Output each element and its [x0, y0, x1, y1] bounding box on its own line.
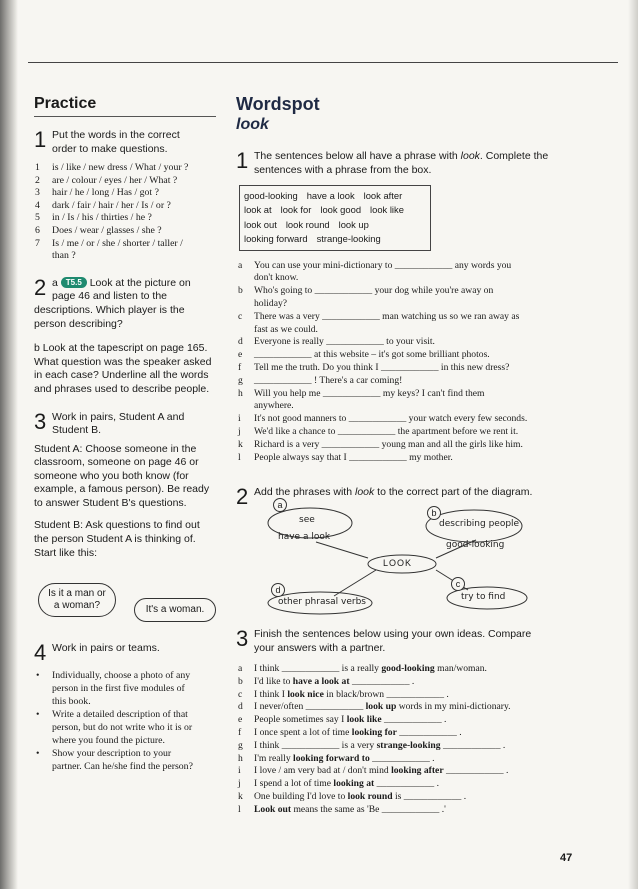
list-item: 4 dark / fair / hair / her / Is / or ?: [35, 199, 171, 211]
speech-bubble-answer: It's a woman.: [134, 598, 216, 622]
diagram-label-c: c: [451, 577, 465, 591]
box-row: good-looking have a look look after: [244, 190, 403, 201]
page-edge: [628, 0, 638, 889]
text-line: b Look at the tapescript on page 165.: [34, 342, 208, 355]
list-item: • Write a detailed description of that person, but do not write who it is or where you found the picture.: [34, 708, 218, 747]
list-item: a I think ____________ is a really good-looking man/woman.: [238, 663, 487, 674]
exercise-2b-text: [34, 342, 216, 396]
list-item: e People sometimes say I look like ____________ .: [238, 714, 447, 726]
student-a-text: [34, 443, 216, 511]
list-item: k Richard is a very ____________ young man and all the girls like him.: [238, 438, 523, 450]
list-item: l People always say that I ____________ my mother.: [238, 451, 453, 463]
instruction-line: order to make questions.: [52, 142, 168, 155]
text-line: classroom, someone on page 46 or: [34, 456, 199, 469]
diagram-d-item: other phrasal verbs: [278, 597, 367, 607]
list-item: g I think ____________ is a very strange-looking ____________ .: [238, 739, 506, 751]
text-line: person describing?: [34, 317, 123, 330]
text-line: What question was the speaker asked: [34, 355, 212, 368]
list-item: h Will you help me ____________ my keys? I can't find them anywhere.: [238, 387, 485, 412]
wordspot-heading: Wordspot: [236, 94, 320, 114]
text-line: to answer Student B's questions.: [34, 496, 187, 509]
exercise-instruction: Work in pairs or teams.: [52, 642, 160, 654]
page-number: 47: [560, 852, 573, 864]
list-item: g ____________ ! There's a car coming!: [238, 374, 403, 386]
wordspot-column: [236, 94, 568, 510]
practice-exercise-1: [34, 129, 216, 263]
list-item: 6 Does / wear / glasses / she ?: [35, 224, 162, 236]
diagram-a-item: see: [299, 515, 315, 525]
box-row: look out look round look up: [244, 218, 369, 230]
text-line: Start like this:: [34, 546, 98, 559]
diagram-a-item: have a look: [278, 532, 331, 542]
text-line: the person Student A is thinking of.: [34, 533, 196, 546]
list-item: e ____________ at this website – it's got some brilliant photos.: [238, 349, 490, 361]
text-line: someone who you both know (for: [34, 469, 189, 482]
diagram-center: LOOK: [383, 558, 413, 568]
list-item: d I never/often ____________ look up words in my mini-dictionary.: [238, 701, 511, 713]
exercise-number: 3: [34, 408, 47, 434]
exercise-instruction: Add the phrases with look to the correct part of the diagram.: [254, 486, 533, 499]
list-item: c There was a very ____________ man watching us so we ran away as fast as we could.: [238, 310, 520, 335]
top-rule: [28, 62, 618, 63]
list-item: j I spend a lot of time looking at ____________ .: [238, 778, 439, 790]
list-item: 3 hair / he / long / Has / got ?: [35, 187, 159, 199]
list-item: • Show your description to your partner. Can he/she find the person?: [34, 747, 218, 773]
diagram-label-d: d: [271, 583, 285, 597]
list-item: l Look out means the same as 'Be ____________ .': [238, 803, 446, 815]
practice-exercise-2: [34, 274, 216, 397]
list-item: d Everyone is really ____________ to your visit.: [238, 336, 435, 348]
text-line: Student B: Ask questions to find out: [34, 519, 200, 532]
book-spine-shadow: [0, 0, 18, 889]
audio-track-badge[interactable]: T5.5: [61, 277, 87, 288]
list-item: b I'd like to have a look at ____________ .: [238, 675, 415, 687]
question-list: [34, 162, 216, 263]
exercise-number: 1: [34, 127, 47, 152]
list-item: i I love / am very bad at / don't mind looking after ____________ .: [238, 765, 509, 777]
exercise-instruction: Finish the sentences below using your own ideas. Compare your answers with a partner.: [254, 628, 532, 654]
practice-exercise-4: [34, 642, 218, 773]
list-item: a You can use your mini-dictionary to ____________ any words you don't know.: [238, 259, 512, 284]
list-item: b Who's going to ____________ your dog while you're away on holiday?: [238, 285, 494, 310]
practice-exercise-3: [34, 408, 216, 561]
exercise-instruction: [34, 129, 216, 156]
exercise-number: 2: [34, 274, 47, 300]
exercise-number: 2: [236, 484, 249, 510]
list-item: f Tell me the truth. Do you think I ____________ in this new dress?: [238, 362, 510, 373]
list-item: 5 in / Is / his / thirties / he ?: [35, 212, 152, 224]
exercise-number: 3: [236, 626, 249, 651]
box-row: look at look for look good look like: [244, 204, 404, 216]
look-diagram: [256, 498, 556, 616]
diagram-c-item: try to find: [461, 592, 506, 602]
list-item: • Individually, choose a photo of any person in the first five modules of this book.: [34, 669, 218, 708]
sentence-completion-list: [236, 663, 568, 817]
list-item: j We'd like a chance to ____________ the apartment before we rent it.: [238, 425, 519, 437]
list-item: 1 is / like / new dress / What / your ?: [35, 162, 189, 173]
diagram-label-b: b: [427, 506, 441, 520]
wordspot-exercise-1: [236, 150, 568, 464]
practice-heading: Practice: [34, 95, 216, 117]
wordspot-exercise-3: [236, 628, 568, 817]
list-item: c I think I look nice in black/brown ____________ .: [238, 688, 449, 700]
exercise-instruction: Work in pairs, Student A and Student B.: [52, 410, 185, 436]
exercise-number: 1: [236, 148, 249, 173]
list-item: k One building I'd love to look round is ____________ .: [238, 790, 467, 802]
student-b-text: [34, 519, 216, 560]
text-line: page 46 and listen to the: [52, 290, 168, 303]
exercise-2a-text: a T5.5 Look at the picture on: [52, 276, 191, 289]
instruction-line: Put the words in the correct: [52, 129, 180, 141]
diagram-b-item: describing people: [439, 519, 520, 529]
text-line: and phrases used to describe people.: [34, 382, 210, 395]
list-item: 7 Is / me / or / she / shorter / taller /: [35, 237, 183, 249]
text-line: Student A: Choose someone in the: [34, 442, 197, 455]
speech-bubble-question: Is it a man or a woman?: [38, 583, 116, 617]
text-line: example, a famous person). Be ready: [34, 483, 210, 496]
diagram-b-item: good-looking: [446, 540, 505, 550]
exercise-number: 4: [34, 640, 47, 665]
list-item: f I once spent a lot of time looking for ____________ .: [238, 726, 462, 738]
diagram-label-a: a: [273, 498, 287, 512]
practice-column: [34, 95, 216, 560]
list-item: 2 are / colour / eyes / her / What ?: [35, 174, 178, 186]
text-line: in each case? Underline all the words: [34, 369, 209, 382]
list-item: h I'm really looking forward to ____________ .: [238, 752, 435, 764]
wordspot-subtitle: look: [236, 116, 269, 133]
box-row: looking forward strange-looking: [244, 233, 381, 245]
gap-fill-sentences: [236, 260, 568, 465]
task-bullets: [34, 669, 218, 773]
list-item: than ?: [52, 250, 76, 262]
list-item: i It's not good manners to ____________ your watch every few seconds.: [238, 413, 528, 425]
phrase-box: [239, 185, 431, 251]
exercise-instruction: The sentences below all have a phrase with look. Complete the sentences with a phrase from the box.: [254, 150, 549, 176]
text-line: descriptions. Which player is the: [34, 303, 185, 316]
